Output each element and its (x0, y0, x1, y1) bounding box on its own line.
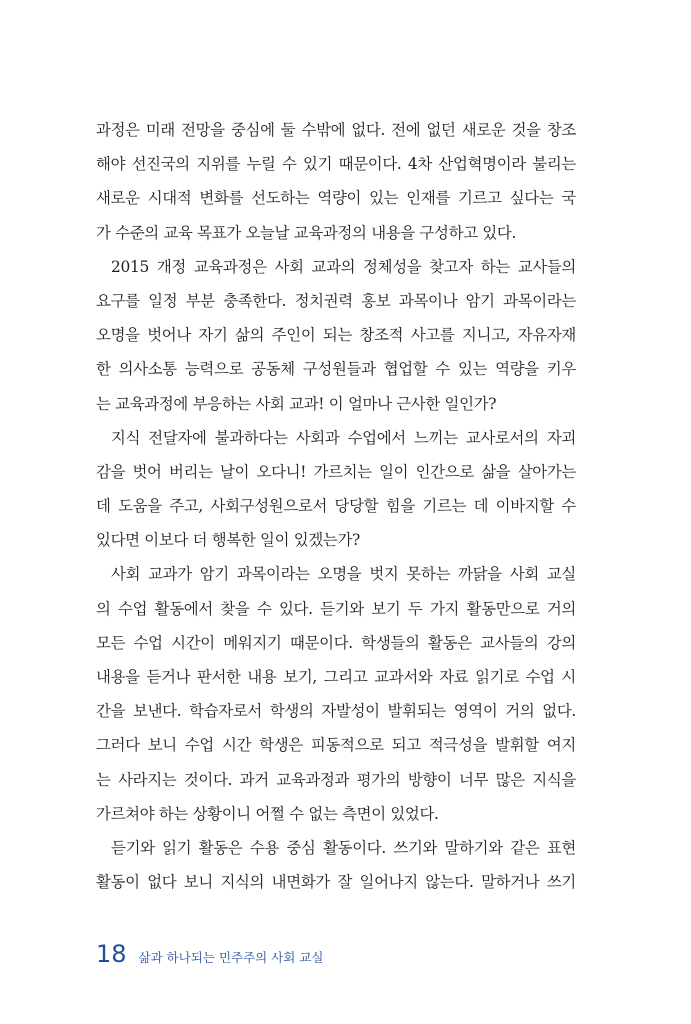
text-line: 듣기와 읽기 활동은 수용 중심 활동이다. 쓰기와 말하기와 같은 표현 (111, 838, 576, 857)
text-line: 는 사라지는 것이다. 과거 교육과정과 평가의 방향이 너무 많은 지식을 (96, 770, 576, 789)
text-line: 의 수업 활동에서 찾을 수 있다. 듣기와 보기 두 가지 활동만으로 거의 (96, 599, 576, 618)
running-title: 삶과 하나되는 민주주의 사회 교실 (138, 950, 324, 965)
text-line: 2015 개정 교육과정은 사회 교과의 정체성을 찾고자 하는 교사들의 (111, 257, 576, 276)
page-number: 18 (96, 940, 127, 968)
text-line: 활동이 없다 보니 지식의 내면화가 잘 일어나지 않는다. 말하거나 쓰기 (96, 873, 576, 892)
text-line: 새로운 시대적 변화를 선도하는 역량이 있는 인재를 기르고 싶다는 국 (96, 189, 576, 208)
text-line: 지식 전달자에 불과하다는 사회과 수업에서 느끼는 교사로서의 자괴 (111, 428, 576, 447)
text-line: 해야 선진국의 지위를 누릴 수 있기 때문이다. 4차 산업혁명이라 불리는 (96, 155, 576, 174)
text-line: 가르쳐야 하는 상황이니 어쩔 수 없는 측면이 있었다. (96, 804, 439, 823)
page-footer (96, 940, 324, 968)
text-line: 있다면 이보다 더 행복한 일이 있겠는가? (96, 531, 360, 550)
text-line: 사회 교과가 암기 과목이라는 오명을 벗지 못하는 까닭을 사회 교실 (111, 565, 576, 584)
text-line: 데 도움을 주고, 사회구성원으로서 당당할 힘을 기르는 데 이바지할 수 (96, 497, 576, 516)
text-line: 감을 벗어 버리는 날이 오다니! 가르치는 일이 인간으로 삶을 살아가는 (96, 462, 576, 481)
text-line: 간을 보낸다. 학습자로서 학생의 자발성이 발휘되는 영역이 거의 없다. (96, 702, 576, 721)
text-line: 내용을 듣거나 판서한 내용 보기, 그리고 교과서와 자료 읽기로 수업 시 (96, 668, 576, 686)
text-line: 가 수준의 교육 목표가 오늘날 교육과정의 내용을 구성하고 있다. (96, 223, 517, 242)
text-line: 오명을 벗어나 자기 삶의 주인이 되는 창조적 사고를 지니고, 자유자재 (96, 326, 576, 345)
body-text (96, 113, 576, 899)
text-line: 요구를 일정 부분 충족한다. 정치권력 홍보 과목이나 암기 과목이라는 (96, 291, 576, 310)
text-line: 한 의사소통 능력으로 공동체 구성원들과 협업할 수 있는 역량을 키우 (96, 360, 576, 379)
text-line: 모든 수업 시간이 메워지기 때문이다. 학생들의 활동은 교사들의 강의 (96, 633, 576, 652)
text-line: 는 교육과정에 부응하는 사회 교과! 이 얼마나 근사한 일인가? (96, 394, 497, 413)
text-line: 과정은 미래 전망을 중심에 둘 수밖에 없다. 전에 없던 새로운 것을 창조 (96, 121, 576, 139)
text-line: 그러다 보니 수업 시간 학생은 피동적으로 되고 적극성을 발휘할 여지 (96, 736, 576, 755)
